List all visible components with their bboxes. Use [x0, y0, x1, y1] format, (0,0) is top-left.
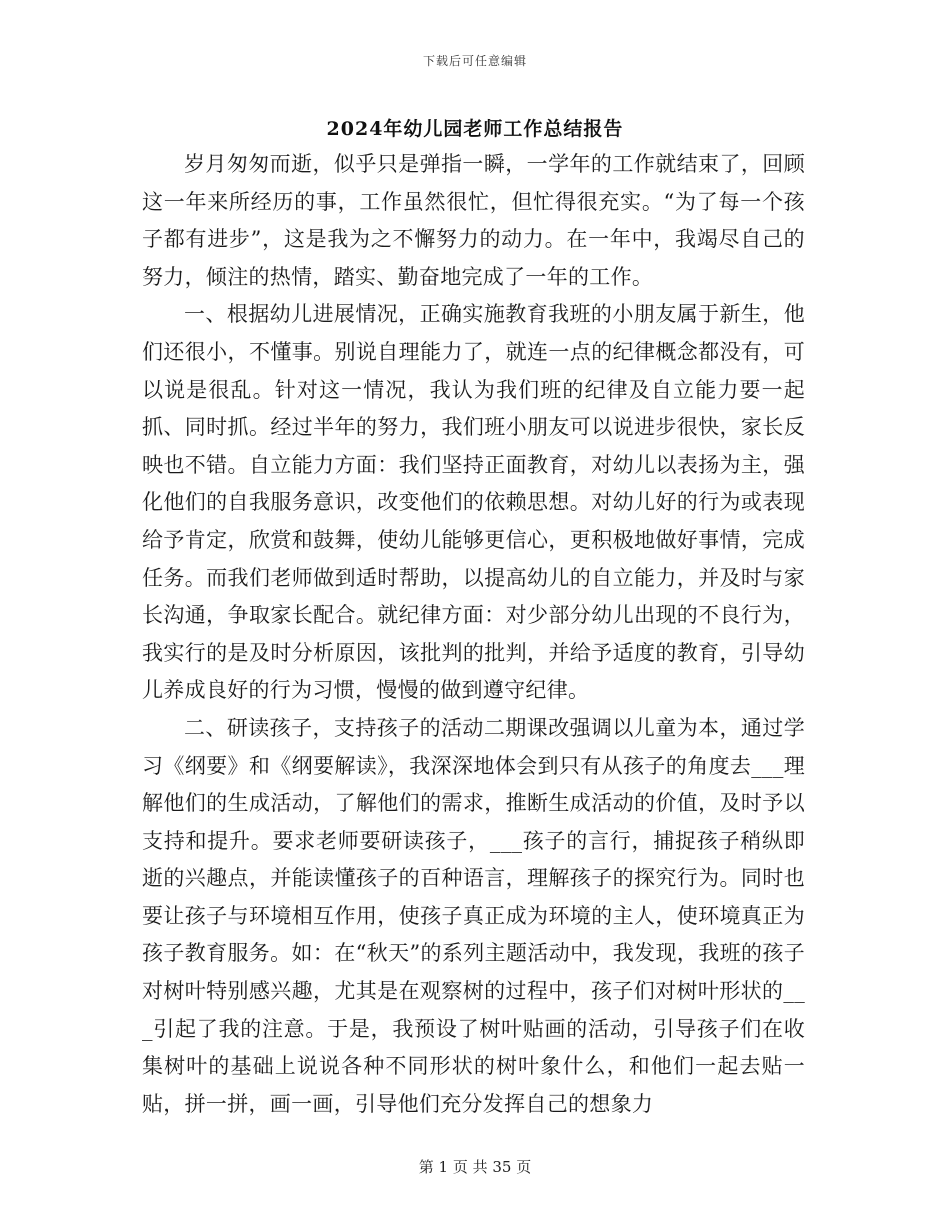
page-header-note: 下载后可任意编辑: [422, 54, 527, 68]
paragraph-section-two: 二、研读孩子，支持孩子的活动二期课改强调以儿童为本，通过学习《纲要》和《纲要解读》，我深深地体会到只有从孩子的角度去___理解他们的生成活动，了解他们的需求，推断生成活动的价值，及时予以支持和提升。要求老师要研读孩子，___孩子的言行，捕捉孩子稍纵即逝的兴趣点，并能读懂孩子的百种语言，理解孩子的探究行为。同时也要让孩子与环境相互作用，使孩子真正成为环境的主人，使环境真正为孩子教育服务。如：在“秋天”的系列主题活动中，我发现，我班的孩子对树叶特别感兴趣，尤其是在观察树的过程中，孩子们对树叶形状的___引起了我的注意。于是，我预设了树叶贴画的活动，引导孩子们在收集树叶的基础上说说各种不同形状的树叶象什么，和他们一起去贴一贴，拼一拼，画一画，引导他们充分发挥自己的想象力: [142, 715, 805, 1116]
document-body: [142, 146, 805, 1123]
paragraph-section-one: 一、根据幼儿进展情况，正确实施教育我班的小朋友属于新生，他们还很小，不懂事。别说自理能力了，就连一点的纪律概念都没有，可以说是很乱。针对这一情况，我认为我们班的纪律及自立能力要一起抓、同时抓。经过半年的努力，我们班小朋友可以说进步很快，家长反映也不错。自立能力方面：我们坚持正面教育，对幼儿以表扬为主，强化他们的自我服务意识，改变他们的依赖思想。对幼儿好的行为或表现给予肯定，欣赏和鼓舞，使幼儿能够更信心，更积极地做好事情，完成任务。而我们老师做到适时帮助，以提高幼儿的自立能力，并及时与家长沟通，争取家长配合。就纪律方面：对少部分幼儿出现的不良行为，我实行的是及时分析原因，该批判的批判，并给予适度的教育，引导幼儿养成良好的行为习惯，慢慢的做到遵守纪律。: [142, 302, 805, 703]
page-footer-indicator: 第 1 页 共 35 页: [418, 1158, 532, 1176]
document-title: 2024年幼儿园老师工作总结报告: [326, 118, 624, 140]
paragraph-intro: 岁月匆匆而逝，似乎只是弹指一瞬，一学年的工作就结束了，回顾这一年来所经历的事，工作虽然很忙，但忙得很充实。“为了每一个孩子都有进步”，这是我为之不懈努力的动力。在一年中，我竭尽自己的努力，倾注的热情，踏实、勤奋地完成了一年的工作。: [142, 152, 805, 289]
